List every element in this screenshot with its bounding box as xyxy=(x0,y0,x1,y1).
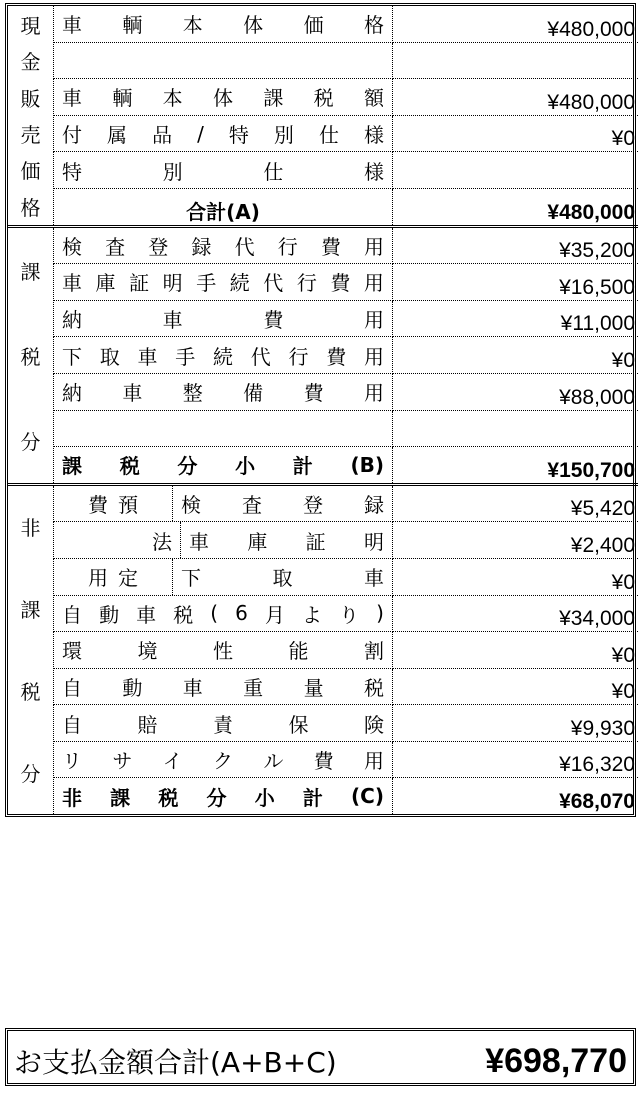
section-a-category-char: 売 xyxy=(20,122,41,147)
section-c-fee-label xyxy=(54,558,393,595)
section-b-category-char: 分 xyxy=(20,429,41,454)
section-c-label-text-char: 能 xyxy=(288,639,309,664)
section-c-fee-label-text-char: 車 xyxy=(364,566,384,591)
section-c-total-row xyxy=(8,778,638,814)
fee-group-char: 費 xyxy=(88,493,108,518)
section-a-row xyxy=(8,42,638,79)
section-b-amount: ¥16,500 xyxy=(393,264,639,301)
section-a-label-text-char: 仕 xyxy=(318,123,339,148)
section-b-total-text-char: 税 xyxy=(119,454,140,479)
section-c-fee-label-text-char: 証 xyxy=(305,529,326,554)
section-c-category-char: 課 xyxy=(20,598,41,623)
section-c-row xyxy=(8,632,638,669)
fee-group-cell xyxy=(54,522,181,558)
section-c-amount: ¥0 xyxy=(393,668,639,705)
section-a-amount: ¥0 xyxy=(393,115,639,152)
section-c-fee-row xyxy=(8,484,638,522)
section-c-fee-label-text-char: 庫 xyxy=(247,529,268,554)
section-b-label-text-char: 代 xyxy=(250,344,271,369)
section-c-label-text-char: 重 xyxy=(243,675,264,700)
section-c-label-text-char: 自 xyxy=(62,675,82,700)
section-b-label-text-char: 下 xyxy=(62,344,82,369)
section-b-total-label xyxy=(54,447,393,485)
section-b-label-text-char: 査 xyxy=(105,234,126,259)
section-c-total-text-char: 小 xyxy=(254,785,275,810)
section-c-label-text-char: 賠 xyxy=(137,712,158,737)
fee-group-char: 預 xyxy=(118,493,138,518)
section-b-label-text-char: 車 xyxy=(62,271,82,296)
section-c-fee-label-text-char: 取 xyxy=(272,566,293,591)
section-a-row xyxy=(8,115,638,152)
section-c-label-text-char: 責 xyxy=(213,712,233,737)
section-b-label-text-char: 証 xyxy=(129,271,150,296)
section-c-category xyxy=(8,484,54,814)
section-b-amount: ¥88,000 xyxy=(393,373,639,410)
section-a-amount: ¥480,000 xyxy=(393,6,639,42)
section-c-label-text-char: 月 xyxy=(264,602,285,627)
section-c-label-text-char: 用 xyxy=(363,749,384,774)
section-c-label-text-char: 税 xyxy=(173,602,194,627)
section-a-label-text-char: 額 xyxy=(363,86,384,111)
section-b-label-text-char: 代 xyxy=(263,271,284,296)
section-c-label-text-char: 車 xyxy=(136,602,157,627)
section-c-category-char: 分 xyxy=(20,762,41,787)
section-b-label-text xyxy=(54,374,392,410)
section-a-label-text-char: 税 xyxy=(313,86,334,111)
section-a-label-text-char: 別 xyxy=(162,159,183,184)
section-c-total-text-char: 分 xyxy=(206,785,227,810)
section-c-label-text-char: サ xyxy=(112,749,133,774)
grand-total-box xyxy=(5,1028,636,1086)
section-c-total-text xyxy=(54,778,392,814)
section-c-fee-label-text xyxy=(173,559,392,595)
section-a-label-text-char: 本 xyxy=(162,86,183,111)
section-c-label-text xyxy=(54,742,392,778)
section-b-total-text-char: 分 xyxy=(177,454,198,479)
fee-group-char: 法 xyxy=(152,529,172,554)
section-c-fee-amount: ¥5,420 xyxy=(393,484,639,522)
section-a-label-text-char: 本 xyxy=(182,13,203,38)
section-b-label-text-char: 備 xyxy=(243,381,264,406)
fee-group-char: 用 xyxy=(88,566,108,591)
section-b-category-char: 税 xyxy=(20,344,41,369)
section-c-amount: ¥34,000 xyxy=(393,595,639,632)
section-c-total-text-char: 税 xyxy=(158,785,179,810)
section-a-category-char: 価 xyxy=(20,159,41,184)
section-c-fee-label-text-char: 査 xyxy=(242,493,262,518)
section-c-fee-label-text-char: 車 xyxy=(189,529,209,554)
section-b-label-text-char: 納 xyxy=(62,308,82,333)
section-b-label-text-char: 手 xyxy=(196,271,217,296)
section-a-label-text-char: 課 xyxy=(263,86,284,111)
price-sheet xyxy=(5,3,636,963)
section-b-label-text-char: 納 xyxy=(62,381,82,406)
section-c-row xyxy=(8,741,638,778)
section-c-label-text-char: ( xyxy=(210,601,219,626)
section-a-label-text-char: / xyxy=(197,121,204,146)
section-c-label xyxy=(54,668,393,705)
section-a-label-text xyxy=(54,152,392,188)
section-b-label-text-char: 用 xyxy=(363,308,384,333)
section-a-category xyxy=(8,6,54,226)
section-b-label-text-char: 手 xyxy=(175,344,196,369)
section-c-fee-label-text-char: 明 xyxy=(363,529,384,554)
section-a-label-text xyxy=(54,79,392,115)
section-c-label-text-char: 税 xyxy=(363,675,384,700)
price-table-frame xyxy=(5,3,636,817)
price-table xyxy=(8,6,638,814)
section-a-row xyxy=(8,152,638,189)
section-b-amount xyxy=(393,410,639,447)
section-c-label xyxy=(54,632,393,669)
grand-total-amount: ¥698,770 xyxy=(485,1042,627,1080)
section-b-total-text-char: 小 xyxy=(235,454,256,479)
section-b-label-text-char: 車 xyxy=(122,381,143,406)
section-a-label-text-char: 体 xyxy=(243,13,264,38)
section-c-total-label xyxy=(54,778,393,814)
section-a-label-text-char: 仕 xyxy=(263,159,284,184)
section-c-label-text-char: 自 xyxy=(62,712,82,737)
section-c-fee-wrap xyxy=(54,522,392,558)
section-c-category-char: 非 xyxy=(20,516,41,541)
section-b-label-text-char: 行 xyxy=(296,271,317,296)
section-b-row xyxy=(8,264,638,301)
section-b-label-text-char: 用 xyxy=(364,344,384,369)
section-c-label-text-char: イ xyxy=(162,749,183,774)
section-a-row xyxy=(8,79,638,116)
section-a-category-char: 金 xyxy=(20,50,41,75)
section-b-amount: ¥35,200 xyxy=(393,226,639,264)
section-c-category-char: 税 xyxy=(20,680,41,705)
section-b-total-text-char: (B) xyxy=(350,452,384,477)
section-c-fee-label-text-char: 検 xyxy=(181,493,201,518)
section-b-label-text-char: 用 xyxy=(363,234,384,259)
section-c-amount: ¥9,930 xyxy=(393,705,639,742)
section-c-fee-label xyxy=(54,484,393,522)
section-a-label xyxy=(54,42,393,79)
section-b-category-stack xyxy=(8,228,53,483)
section-b-label xyxy=(54,226,393,264)
section-c-label xyxy=(54,705,393,742)
section-b-total-text-char: 課 xyxy=(62,454,82,479)
section-a-label xyxy=(54,79,393,116)
section-c-label xyxy=(54,595,393,632)
section-b-category-char: 課 xyxy=(20,259,41,284)
section-c-row xyxy=(8,595,638,632)
section-c-label xyxy=(54,741,393,778)
section-b-label-text-char: 行 xyxy=(277,234,298,259)
section-a-row xyxy=(8,6,638,42)
section-a-label xyxy=(54,6,393,42)
section-b-category xyxy=(8,226,54,484)
section-c-fee-label-text-char: 録 xyxy=(364,493,384,518)
fee-group-char: 定 xyxy=(118,566,138,591)
section-c-label-text-char: 動 xyxy=(122,675,143,700)
section-c-label-text-char: 保 xyxy=(288,712,309,737)
section-c-label-text-char: 性 xyxy=(213,639,233,664)
section-a-label-text-char: 格 xyxy=(363,13,384,38)
section-c-fee-label xyxy=(54,522,393,559)
section-b-label xyxy=(54,300,393,337)
section-c-label-text-char: 自 xyxy=(62,602,82,627)
section-c-amount: ¥0 xyxy=(393,632,639,669)
section-b-label-text xyxy=(54,301,392,337)
section-a-label-text-char: 付 xyxy=(62,123,82,148)
section-b-label-text xyxy=(54,337,392,373)
section-c-label-text-char: 費 xyxy=(313,749,334,774)
section-b-label-text xyxy=(54,264,392,300)
section-a-label-text-char: 車 xyxy=(62,13,82,38)
section-a-total-row xyxy=(8,188,638,226)
section-c-label-text-char: 6 xyxy=(235,601,248,626)
section-b-label-text-char: 検 xyxy=(62,234,82,259)
section-c-label-text-char: 車 xyxy=(182,675,203,700)
section-a-label-text-char: 品 xyxy=(152,123,173,148)
section-c-category-stack xyxy=(8,486,53,814)
section-a-label xyxy=(54,152,393,189)
section-b-label xyxy=(54,264,393,301)
section-b-row xyxy=(8,373,638,410)
section-a-amount: ¥480,000 xyxy=(393,79,639,116)
section-c-fee-label-text-char: 下 xyxy=(181,566,201,591)
section-c-label-text-char: 険 xyxy=(364,712,384,737)
section-c-fee-row xyxy=(8,558,638,595)
section-a-label-text-char: 車 xyxy=(62,86,82,111)
section-a-label-text-char: 価 xyxy=(303,13,324,38)
section-c-fee-wrap xyxy=(54,486,392,522)
section-b-label-text-char: 費 xyxy=(320,234,341,259)
section-c-fee-row xyxy=(8,522,638,559)
section-c-row xyxy=(8,668,638,705)
section-b-label xyxy=(54,373,393,410)
section-c-label-text-char: ル xyxy=(263,749,284,774)
grand-total-label: お支払金額合計(A+B+C) xyxy=(14,1046,337,1079)
section-b-label-text-char: 庫 xyxy=(95,271,116,296)
section-a-label-text-char: 特 xyxy=(62,159,82,184)
section-c-fee-label-text xyxy=(173,486,392,522)
section-c-label-text-char: ) xyxy=(376,601,384,626)
section-b-label-text-char: 代 xyxy=(234,234,255,259)
section-c-label-text xyxy=(54,596,392,632)
section-a-total-amount: ¥480,000 xyxy=(393,188,639,226)
section-a-label-text-char: 別 xyxy=(273,123,294,148)
section-c-total-amount: ¥68,070 xyxy=(559,790,635,814)
section-c-label-text xyxy=(54,705,392,741)
section-c-label-text-char: 動 xyxy=(99,602,120,627)
section-b-label-text-char: 登 xyxy=(148,234,169,259)
section-b-label-text-char: 車 xyxy=(137,344,158,369)
section-c-fee-amount: ¥2,400 xyxy=(393,522,639,559)
section-a-label-text xyxy=(54,116,392,152)
section-c-label-text-char: 量 xyxy=(303,675,324,700)
section-c-label-text-char: よ xyxy=(301,602,322,627)
section-a-label-text xyxy=(54,6,392,42)
section-a-label-text-char: 体 xyxy=(212,86,233,111)
section-b-amount: ¥0 xyxy=(393,337,639,374)
section-c-row xyxy=(8,705,638,742)
section-b-row xyxy=(8,410,638,447)
section-b-amount: ¥11,000 xyxy=(393,300,639,337)
section-b-label-text-char: 費 xyxy=(326,344,347,369)
section-c-fee-label-text xyxy=(181,522,392,558)
section-c-label-text-char: ク xyxy=(212,749,233,774)
section-b-label-text-char: 続 xyxy=(213,344,233,369)
section-b-label-text-char: 費 xyxy=(263,308,284,333)
section-b-row xyxy=(8,337,638,374)
section-b-label xyxy=(54,337,393,374)
section-b-row xyxy=(8,226,638,264)
section-b-total-amount: ¥150,700 xyxy=(393,447,639,485)
section-a-category-char: 現 xyxy=(20,13,41,38)
fee-group-cell xyxy=(54,559,173,595)
section-b-row xyxy=(8,300,638,337)
section-c-total-text-char: (C) xyxy=(351,784,384,809)
section-b-label-text xyxy=(54,228,392,264)
section-a-label xyxy=(54,115,393,152)
section-c-amount: ¥16,320 xyxy=(393,741,639,778)
section-b-label-text-char: 費 xyxy=(303,381,324,406)
section-c-label-text-char: り xyxy=(339,602,360,627)
section-a-label-text-char: 様 xyxy=(363,159,384,184)
section-c-label-text xyxy=(54,632,392,668)
section-a-amount xyxy=(393,42,639,79)
section-b-label-text-char: 続 xyxy=(229,271,250,296)
section-c-fee-label-text-char: 登 xyxy=(303,493,323,518)
section-b-label-text-char: 用 xyxy=(363,381,384,406)
section-a-label-text-char: 属 xyxy=(107,123,128,148)
section-c-label-text-char: リ xyxy=(62,749,82,774)
section-c-total-text-char: 課 xyxy=(110,785,131,810)
section-b-label-text-char: 行 xyxy=(288,344,309,369)
section-b-label-text-char: 取 xyxy=(99,344,120,369)
section-c-label-text-char: 境 xyxy=(137,639,158,664)
section-b-label-text-char: 費 xyxy=(330,271,351,296)
section-b-label-text-char: 車 xyxy=(162,308,183,333)
section-a-category-stack xyxy=(8,6,53,225)
section-a-total-label: 合計(A) xyxy=(54,188,393,226)
section-a-label-text-char: 輌 xyxy=(122,13,143,38)
section-a-label-text-char: 様 xyxy=(363,123,384,148)
section-a-category-char: 格 xyxy=(20,195,41,220)
section-b-total-text-char: 計 xyxy=(292,454,313,479)
section-c-fee-wrap xyxy=(54,559,392,595)
section-b-label-text-char: 用 xyxy=(363,271,384,296)
section-a-label-text-char: 輌 xyxy=(112,86,133,111)
section-a-label-text-char: 特 xyxy=(228,123,249,148)
section-c-label-text-char: 割 xyxy=(364,639,384,664)
section-a-amount xyxy=(393,152,639,189)
section-c-fee-amount: ¥0 xyxy=(393,558,639,595)
section-c-label-text-char: 環 xyxy=(62,639,82,664)
section-b-label-text-char: 録 xyxy=(191,234,212,259)
section-c-label-text xyxy=(54,669,392,705)
section-b-label-text-char: 整 xyxy=(182,381,203,406)
section-b-label-text-char: 明 xyxy=(162,271,183,296)
section-a-category-char: 販 xyxy=(20,86,41,111)
section-b-total-row xyxy=(8,447,638,485)
section-b-total-text xyxy=(54,447,392,483)
section-c-total-text-char: 非 xyxy=(62,785,82,810)
section-b-label xyxy=(54,410,393,447)
fee-group-cell xyxy=(54,486,173,522)
section-c-total-text-char: 計 xyxy=(302,785,323,810)
